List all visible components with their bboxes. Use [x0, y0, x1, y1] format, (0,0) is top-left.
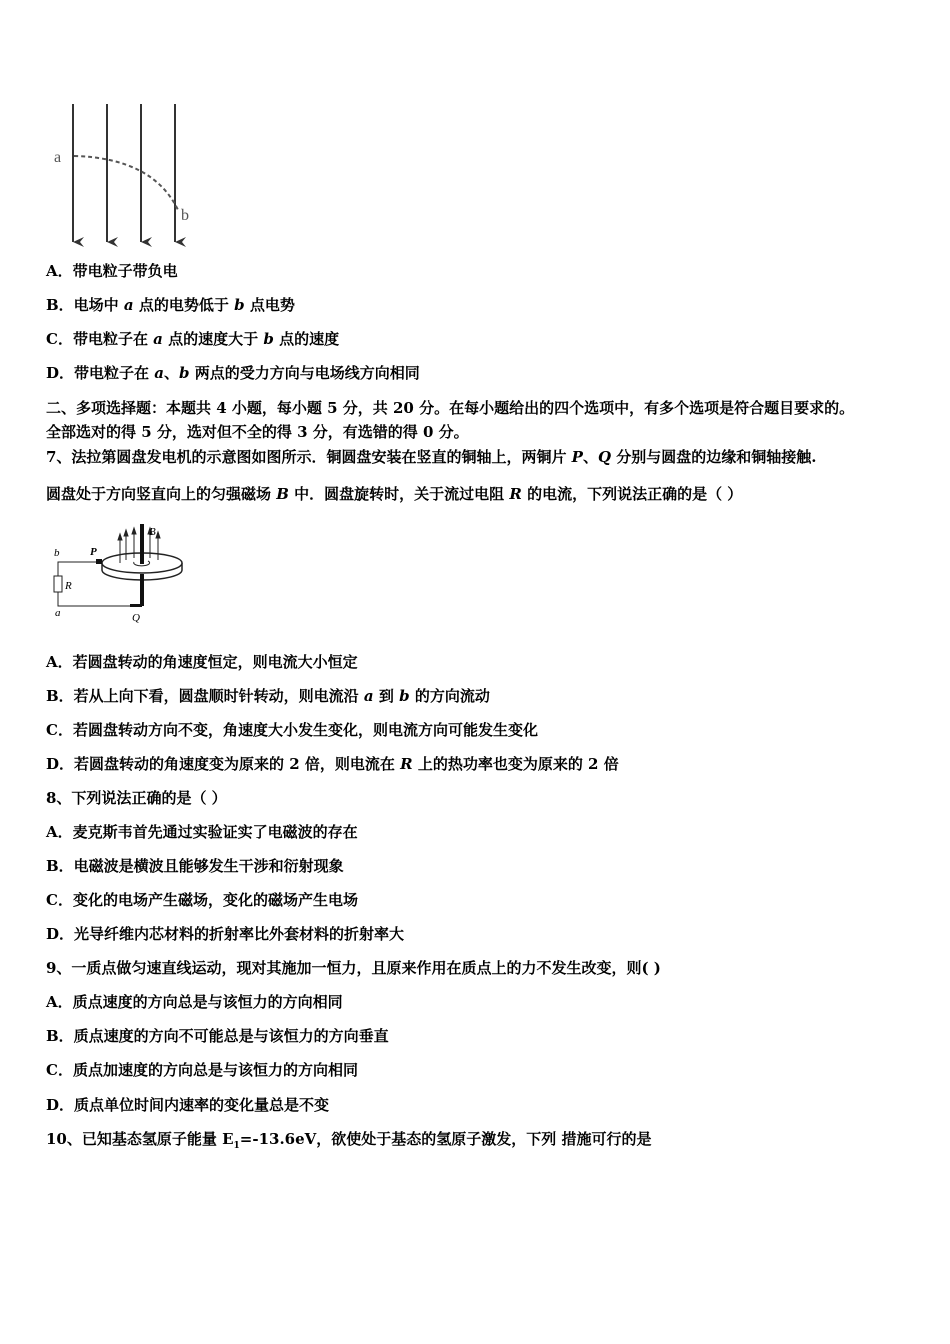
q9-stem: 9、一质点做匀速直线运动，现对其施加一恒力，且原来作用在质点上的力不发生改变，则( ): [46, 959, 661, 977]
q8-option-a[interactable]: A．麦克斯韦首先通过实验证实了电磁波的存在: [46, 823, 358, 841]
q9-option-d[interactable]: D．质点单位时间内速率的变化量总是不变: [46, 1096, 330, 1114]
label-a: a: [55, 607, 61, 619]
q8-option-d[interactable]: D．光导纤维内芯材料的折射率比外套材料的折射率大: [46, 925, 405, 943]
field-arrowhead: [118, 534, 122, 540]
section-2-scoring: 全部选对的得 5 分，选对但不全的得 3 分，有选错的得 0 分。: [46, 423, 469, 441]
point-a-label: a: [54, 149, 62, 166]
field-arrowhead: [156, 532, 160, 538]
q10-stem: 10、已知基态氢原子能量 $E_1=-13.6eV$，欲使处于基态的氢原子激发，下列 措施可行的是: [46, 1130, 652, 1151]
q9-option-b[interactable]: B．质点速度的方向不可能总是与该恒力的方向垂直: [46, 1027, 389, 1045]
q7-stem-line1: 7、法拉第圆盘发电机的示意图如图所示．铜圆盘安装在竖直的铜轴上，两铜片 P、Q 分别与圆盘的边缘和铜轴接触.: [46, 448, 817, 466]
q7-option-d[interactable]: D．若圆盘转动的角速度变为原来的 2 倍，则电流在 R 上的热功率也变为原来的 2 倍: [46, 755, 619, 773]
q7-option-a[interactable]: A．若圆盘转动的角速度恒定，则电流大小恒定: [46, 653, 358, 671]
section-2-heading: 二、多项选择题：本题共 4 小题，每小题 5 分，共 20 分。在每小题给出的四个选项中，有多个选项是符合题目要求的。: [46, 399, 855, 417]
label-R: R: [65, 580, 72, 592]
particle-trajectory: [74, 156, 178, 210]
q8-option-c[interactable]: C．变化的电场产生磁场，变化的磁场产生电场: [46, 891, 358, 909]
field-arrowhead: [132, 528, 136, 534]
field-lines-figure: [48, 98, 198, 248]
label-b: b: [54, 547, 60, 559]
q7-option-c[interactable]: C．若圆盘转动方向不变，角速度大小发生变化，则电流方向可能发生变化: [46, 721, 538, 739]
q7-option-b[interactable]: B．若从上向下看，圆盘顺时针转动，则电流沿 a 到 b 的方向流动: [46, 687, 490, 705]
resistor: [54, 576, 62, 592]
q7-stem-line2: 圆盘处于方向竖直向上的匀强磁场 B 中．圆盘旋转时，关于流过电阻 R 的电流，下列说法正确的是（ ）: [46, 485, 743, 503]
label-B: B: [149, 526, 156, 538]
faraday-disk-figure: [46, 518, 196, 628]
q9-option-a[interactable]: A．质点速度的方向总是与该恒力的方向相同: [46, 993, 343, 1011]
circuit-wire: [58, 562, 102, 576]
label-P: P: [90, 546, 97, 558]
q6-option-b[interactable]: B．电场中 a 点的电势低于 b 点电势: [46, 296, 295, 314]
field-arrowhead: [124, 530, 128, 536]
point-b-label: b: [181, 207, 189, 224]
q9-option-c[interactable]: C．质点加速度的方向总是与该恒力的方向相同: [46, 1061, 358, 1079]
q6-option-a[interactable]: A．带电粒子带负电: [46, 262, 178, 280]
q6-option-d[interactable]: D．带电粒子在 a、b 两点的受力方向与电场线方向相同: [46, 364, 420, 382]
copper-brush-p: [96, 559, 102, 564]
q8-stem: 8、下列说法正确的是（ ）: [46, 789, 227, 807]
copper-brush-q: [130, 604, 142, 607]
label-Q: Q: [132, 612, 140, 624]
q6-option-c[interactable]: C．带电粒子在 a 点的速度大于 b 点的速度: [46, 330, 340, 348]
q8-option-b[interactable]: B．电磁波是横波且能够发生干涉和衍射现象: [46, 857, 344, 875]
circuit-wire: [58, 592, 142, 606]
